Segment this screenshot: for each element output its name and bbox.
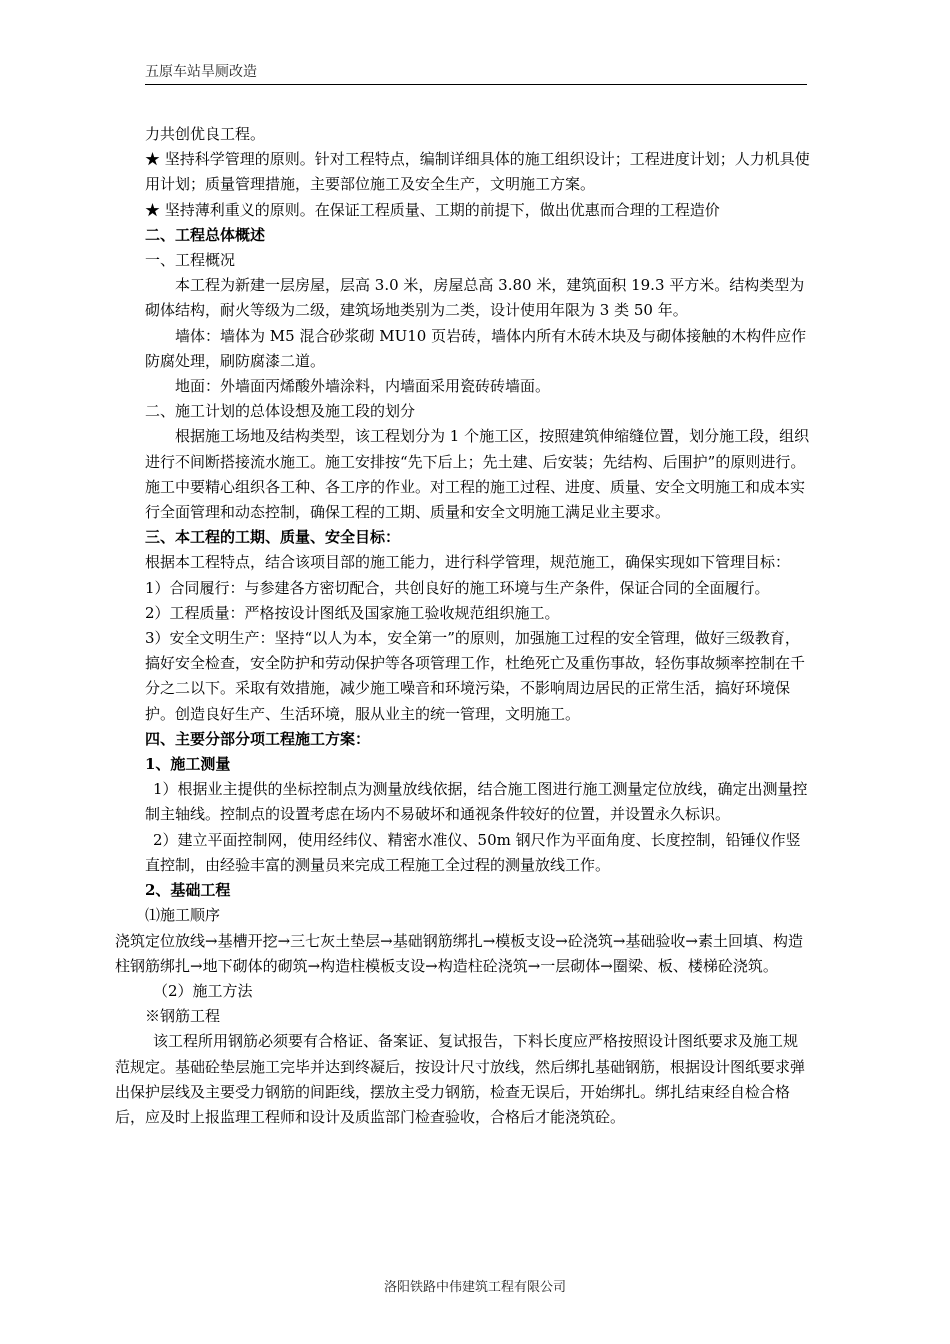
body-paragraph: 浇筑定位放线→基槽开挖→三七灰土垫层→基础钢筋绑扎→模板支设→砼浇筑→基础验收→素土回填、构造柱钢筋绑扎→地下砌体的砌筑→构造柱模板支设→构造柱砼浇筑→一层砌体→圈梁、板、楼梯砼浇筑。 xyxy=(115,931,803,975)
section-heading: 1、施工测量 xyxy=(145,755,231,774)
body-paragraph: 3）安全文明生产：坚持“以人为本，安全第一”的原则，加强施工过程的安全管理，做好三级教育，搞好安全检查，安全防护和劳动保护等各项管理工作，杜绝死亡及重伤事故，轻伤事故频率控制在千分之二以下。采取有效措施，减少施工噪音和环境污染，不影响周边居民的正常生活，搞好环境保护。创造良好生产、生活环境，服从业主的统一管理，文明施工。 xyxy=(145,629,806,723)
page-footer: 洛阳铁路中伟建筑工程有限公司 xyxy=(383,1280,566,1295)
body-paragraph: ★ 坚持薄利重义的原则。在保证工程质量、工期的前提下，做出优惠而合理的工程造价 xyxy=(145,200,720,219)
body-paragraph: （2）施工方法 xyxy=(153,981,253,1000)
body-paragraph: 2）工程质量：严格按设计图纸及国家施工验收规范组织施工。 xyxy=(145,603,560,622)
header-divider xyxy=(145,84,807,85)
body-paragraph: ⑴施工顺序 xyxy=(145,906,221,925)
section-heading: 三、本工程的工期、质量、安全目标： xyxy=(145,528,401,547)
body-paragraph: 根据施工场地及结构类型，该工程划分为 1 个施工区，按照建筑伸缩缝位置，划分施工段，组织进行不间断搭接流水施工。施工安排按“先下后上；先土建、后安装；先结构、后围护”的原则进行。施工中要精心组织各工种、各工序的作业。对工程的施工过程、进度、质量、安全文明施工和成本实行全面管理和动态控制，确保工程的工期、质量和安全文明施工满足业主要求。 xyxy=(145,427,810,522)
body-paragraph: 本工程为新建一层房屋，层高 3.0 米，房屋总高 3.80 米，建筑面积 19.3 平方米。结构类型为砌体结构，耐火等级为二级，建筑场地类别为二类，设计使用年限为 3 类 50 年。 xyxy=(145,276,805,320)
section-heading: 二、工程总体概述 xyxy=(145,225,266,244)
body-paragraph: 墙体：墙体为 M5 混合砂浆砌 MU10 页岩砖，墙体内所有木砖木块及与砌体接触的木构件应作防腐处理，刷防腐漆二道。 xyxy=(145,326,807,370)
section-heading: 2、基础工程 xyxy=(145,881,231,900)
body-paragraph: 该工程所用钢筋必须要有合格证、备案证、复试报告，下料长度应严格按照设计图纸要求及施工规范规定。基础砼垫层施工完毕并达到终凝后，按设计尺寸放线，然后绑扎基础钢筋，根据设计图纸要求弹出保护层线及主要受力钢筋的间距线，摆放主受力钢筋，检查无误后，开始绑扎。绑扎结束经自检合格后，应及时上报监理工程师和设计及质监部门检查验收，合格后才能浇筑砼。 xyxy=(115,1032,806,1126)
body-paragraph: 2）建立平面控制网，使用经纬仪、精密水准仪、50m 钢尺作为平面角度、长度控制，铅锤仪作竖直控制，由经验丰富的测量员来完成工程施工全过程的测量放线工作。 xyxy=(145,830,801,874)
body-paragraph: 根据本工程特点，结合该项目部的施工能力，进行科学管理，规范施工，确保实现如下管理目标： xyxy=(145,553,791,572)
body-paragraph: 地面：外墙面丙烯酸外墙涂料，内墙面采用瓷砖砖墙面。 xyxy=(175,377,551,396)
document-body xyxy=(115,122,811,1130)
body-paragraph: 二、施工计划的总体设想及施工段的划分 xyxy=(145,402,416,421)
body-paragraph: 一、工程概况 xyxy=(145,251,236,270)
body-paragraph: ※钢筋工程 xyxy=(145,1007,221,1026)
section-heading: 四、主要分部分项工程施工方案： xyxy=(145,729,371,748)
body-paragraph: 1）合同履行：与参建各方密切配合，共创良好的施工环境与生产条件，保证合同的全面履行。 xyxy=(145,578,770,597)
body-paragraph: ★ 坚持科学管理的原则。针对工程特点，编制详细具体的施工组织设计；工程进度计划；人力机具使用计划；质量管理措施，主要部位施工及安全生产，文明施工方案。 xyxy=(145,150,810,194)
body-paragraph: 力共创优良工程。 xyxy=(145,125,266,143)
page-header: 五原车站旱厕改造 xyxy=(145,64,257,80)
body-paragraph: 1）根据业主提供的坐标控制点为测量放线依据，结合施工图进行施工测量定位放线，确定出测量控制主轴线。控制点的设置考虑在场内不易破坏和通视条件较好的位置，并设置永久标识。 xyxy=(145,780,808,824)
